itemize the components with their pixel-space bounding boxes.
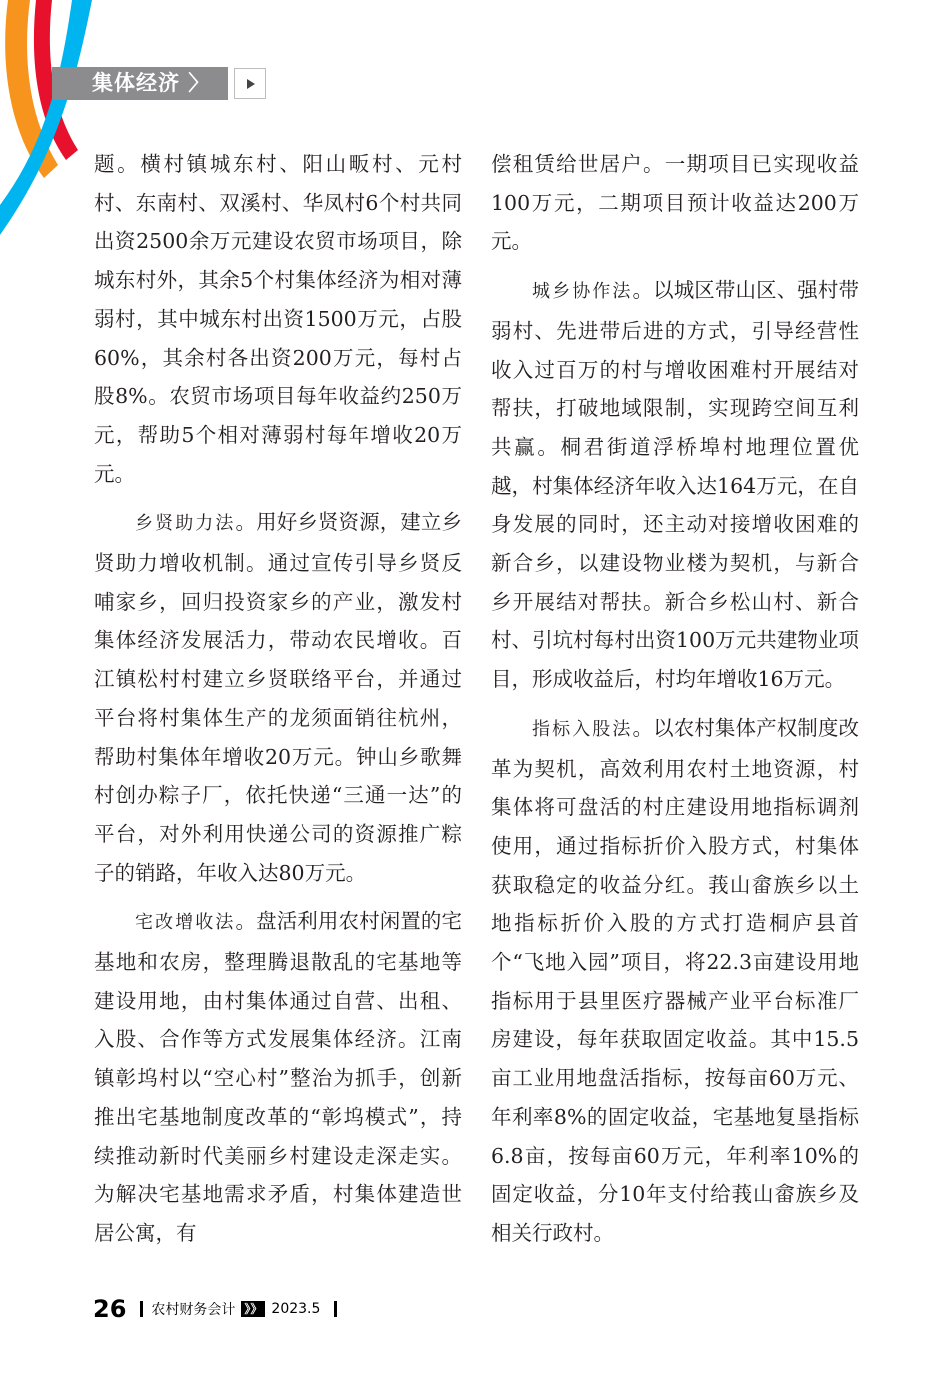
page-number: 26: [93, 1295, 127, 1323]
paragraph: 偿租赁给世居户。一期项目已实现收益100万元，二期项目预计收益达200万元。: [491, 152, 859, 254]
method-keyword: 乡贤助力法: [135, 513, 236, 535]
double-arrow-icon: 》》: [241, 1301, 265, 1317]
method-keyword: 城乡协作法: [532, 281, 633, 303]
issue-number: 2023.5: [271, 1301, 321, 1317]
section-tab[interactable]: 集体经济 〉: [52, 67, 228, 100]
magazine-name: 农村财务会计: [151, 1302, 236, 1318]
play-icon: [247, 79, 255, 89]
paragraph-text: 。用好乡贤资源，建立乡贤助力增收机制。通过宣传引导乡贤反哺家乡，回归投资家乡的产业，激发村集体经济发展活力，带动农民增收。百江镇松村村建立乡贤联络平台，并通过平台将村集体生产的龙须面销往杭州，帮助村集体年增收20万元。钟山乡歌舞村创办粽子厂，依托快递“三通一达”的平台，对外利用快递公司的资源推广粽子的销路，年收入达80万元。: [94, 510, 462, 885]
paragraph: [491, 271, 859, 699]
paragraph-text: 。以城区带山区、强村带弱村、先进带后进的方式，引导经营性收入过百万的村与增收困难村开展结对帮扶，打破地域限制，实现跨空间互利共赢。桐君街道浮桥埠村地理位置优越，村集体经济年收入达164万元，在自身发展的同时，还主动对接增收困难的新合乡，以建设物业楼为契机，与新合乡开展结对帮扶。新合乡松山村、新合村、引坑村每村出资100万元共建物业项目，形成收益后，村均年增收16万元。: [491, 278, 859, 692]
right-column: [491, 145, 859, 1253]
divider: [334, 1301, 337, 1317]
divider: [140, 1301, 143, 1317]
left-column: [94, 145, 462, 1253]
paragraph: 题。横村镇城东村、阳山畈村、元村村、东南村、双溪村、华凤村6个村共同出资2500余万元建设农贸市场项目，除城东村外，其余5个村集体经济为相对薄弱村，其中城东村出资1500万元，占股60%，其余村各出资200万元，每村占股8%。农贸市场项目每年收益约250万元，帮助5个相对薄弱村每年增收20万元。: [94, 152, 462, 486]
paragraph: [94, 902, 462, 1252]
method-keyword: 宅改增收法: [135, 912, 236, 934]
method-keyword: 指标入股法: [532, 718, 633, 740]
paragraph: [491, 709, 859, 1253]
paragraph: [94, 503, 462, 892]
paragraph-text: 。盘活利用农村闲置的宅基地和农房，整理腾退散乱的宅基地等建设用地，由村集体通过自营、出租、入股、合作等方式发展集体经济。江南镇彰坞村以“空心村”整治为抓手，创新推出宅基地制度改革的“彰坞模式”，持续推动新时代美丽乡村建设走深走实。为解决宅基地需求矛盾，村集体建造世居公寓，有: [94, 909, 462, 1245]
page-footer: [93, 1294, 345, 1324]
next-arrow-button[interactable]: [234, 68, 266, 99]
paragraph-text: 。以农村集体产权制度改革为契机，高效利用农村土地资源，村集体将可盘活的村庄建设用地指标调剂使用，通过指标折价入股方式，村集体获取稳定的收益分红。莪山畲族乡以土地指标折价入股的方式打造桐庐县首个“飞地入园”项目，将22.3亩建设用地指标用于县里医疗器械产业平台标准厂房建设，每年获取固定收益。其中15.5亩工业用地盘活指标，按每亩60万元、年利率8%的固定收益，宅基地复垦指标6.8亩，按每亩60万元，年利率10%的固定收益，分10年支付给莪山畲族乡及相关行政村。: [491, 715, 859, 1245]
